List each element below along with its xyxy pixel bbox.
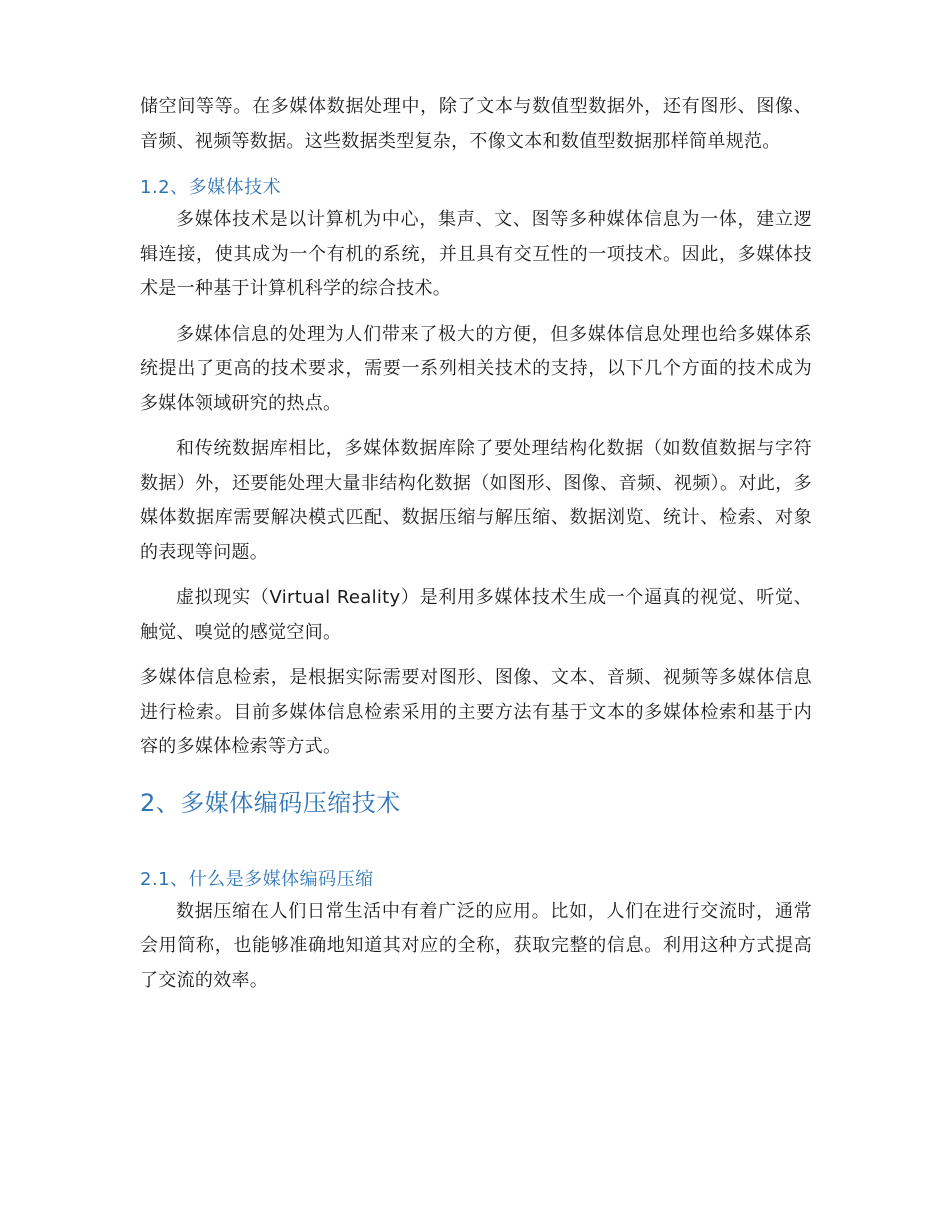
section-heading-2: 2、多媒体编码压缩技术 xyxy=(140,788,401,817)
document-page xyxy=(140,90,812,1009)
paragraph-multimedia-processing: 多媒体信息的处理为人们带来了极大的方便，但多媒体信息处理也给多媒体系统提出了更高的技术要求，需要一系列相关技术的支持，以下几个方面的技术成为多媒体领域研究的热点。 xyxy=(140,323,812,414)
paragraph-information-retrieval: 多媒体信息检索，是根据实际需要对图形、图像、文本、音频、视频等多媒体信息进行检索。目前多媒体信息检索采用的主要方法有基于文本的多媒体检索和基于内容的多媒体检索等方式。 xyxy=(140,667,812,757)
paragraph-virtual-reality: 虚拟现实（Virtual Reality）是利用多媒体技术生成一个逼真的视觉、听觉、触觉、嗅觉的感觉空间。 xyxy=(140,587,812,643)
paragraph-multimedia-database: 和传统数据库相比，多媒体数据库除了要处理结构化数据（如数值数据与字符数据）外，还要能处理大量非结构化数据（如图形、图像、音频、视频）。对此，多媒体数据库需要解决模式匹配、数据压缩与解压缩、数据浏览、统计、检索、对象的表现等问题。 xyxy=(140,438,812,563)
intro-paragraph: 储空间等等。在多媒体数据处理中，除了文本与数值型数据外，还有图形、图像、音频、视频等数据。这些数据类型复杂，不像文本和数值型数据那样简单规范。 xyxy=(140,96,812,152)
paragraph-multimedia-tech-definition: 多媒体技术是以计算机为中心，集声、文、图等多种媒体信息为一体，建立逻辑连接，使其成为一个有机的系统，并且具有交互性的一项技术。因此，多媒体技术是一种基于计算机科学的综合技术。 xyxy=(140,209,812,299)
section-heading-2-1: 2.1、什么是多媒体编码压缩 xyxy=(140,868,374,890)
section-heading-1-2: 1.2、多媒体技术 xyxy=(140,177,282,198)
paragraph-data-compression: 数据压缩在人们日常生活中有着广泛的应用。比如，人们在进行交流时，通常会用简称，也能够准确地知道其对应的全称，获取完整的信息。利用这种方式提高了交流的效率。 xyxy=(140,900,812,991)
